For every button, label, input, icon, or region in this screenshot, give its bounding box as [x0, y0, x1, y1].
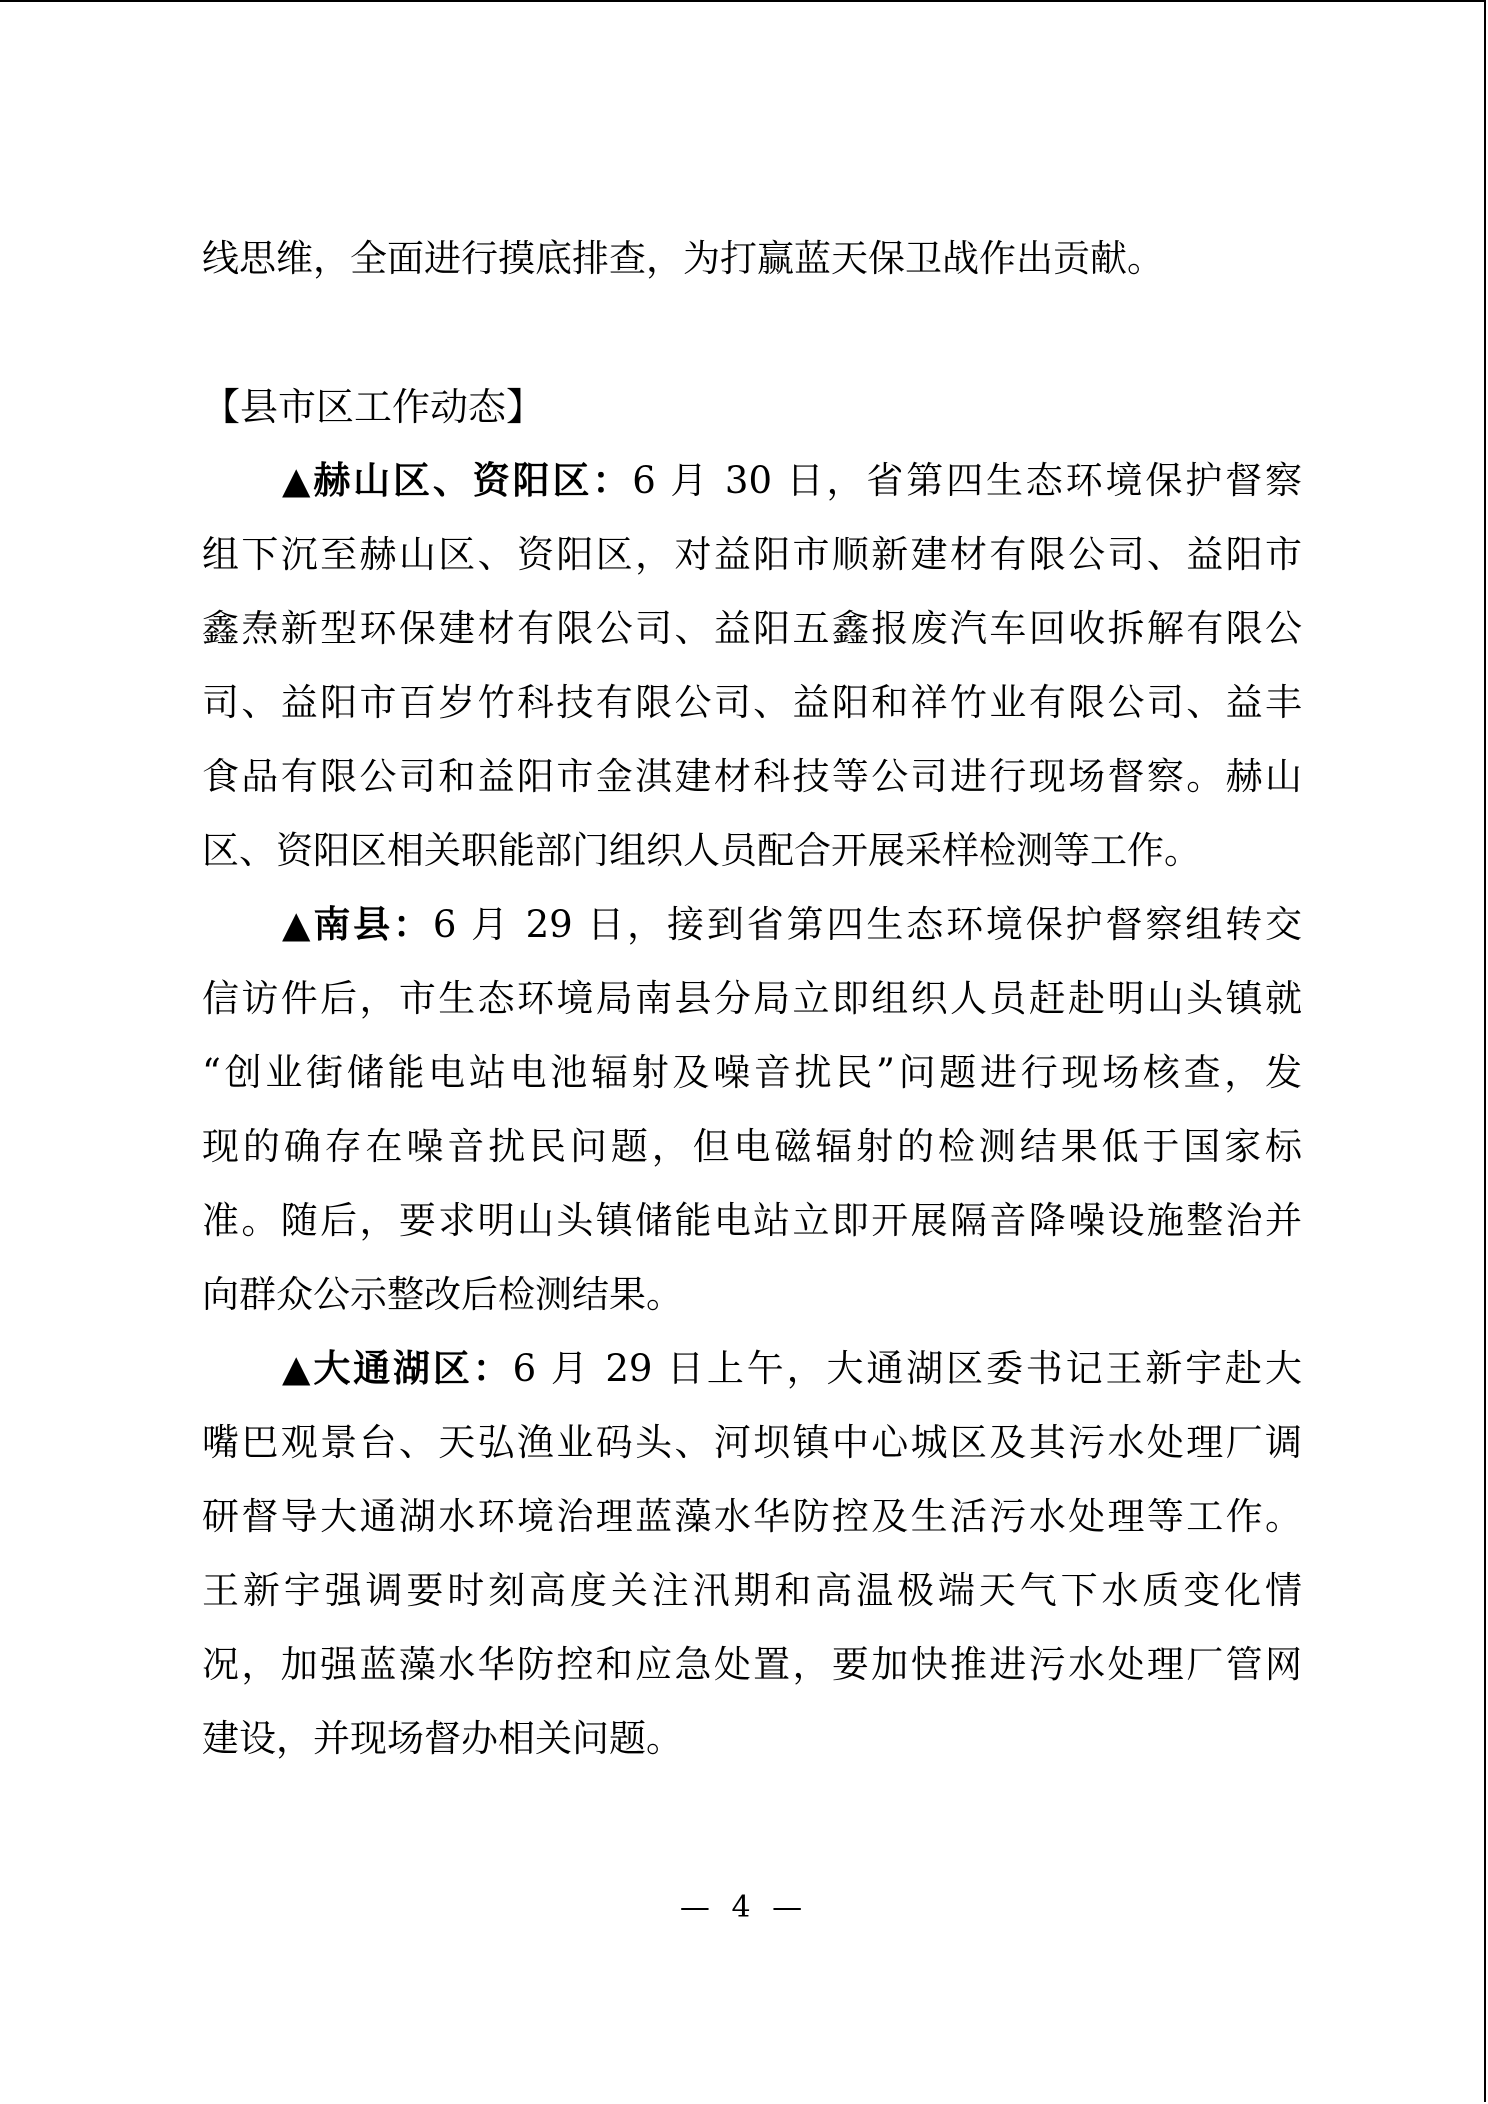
news-item-datonghu — [202, 1332, 1302, 1776]
paragraph-line: 信访件后，市生态环境局南县分局立即组织人员赶赴明山头镇就 — [202, 977, 1302, 1020]
item-lead: ▲南县： — [282, 903, 433, 946]
section-title: 【县市区工作动态】 — [202, 385, 545, 429]
paragraph-line — [202, 444, 1302, 518]
paragraph-line: “创业街储能电站电池辐射及噪音扰民”问题进行现场核查，发 — [202, 1051, 1302, 1094]
paragraph-text: 6 月 29 日，接到省第四生态环境保护督察组转交 — [432, 903, 1302, 946]
news-item-nanxian — [202, 888, 1302, 1332]
paragraph-line: 向群众公示整改后检测结果。 — [202, 1273, 683, 1316]
item-lead: ▲赫山区、资阳区： — [282, 459, 633, 502]
paragraph-line — [202, 1332, 1302, 1406]
news-item-heshan-ziyang — [202, 444, 1302, 888]
document-body — [202, 222, 1302, 1776]
paragraph-line: 司、益阳市百岁竹科技有限公司、益阳和祥竹业有限公司、益丰 — [202, 681, 1302, 724]
paragraph-line: 准。随后，要求明山头镇储能电站立即开展隔音降噪设施整治并 — [202, 1199, 1302, 1242]
item-lead: ▲大通湖区： — [282, 1347, 513, 1390]
paragraph-line: 王新宇强调要时刻高度关注汛期和高温极端天气下水质变化情 — [202, 1569, 1302, 1612]
paragraph-line — [202, 888, 1302, 962]
paragraph-line: 况，加强蓝藻水华防控和应急处置，要加快推进污水处理厂管网 — [202, 1643, 1302, 1686]
paragraph-line: 食品有限公司和益阳市金淇建材科技等公司进行现场督察。赫山 — [202, 755, 1302, 798]
paragraph-line: 嘴巴观景台、天弘渔业码头、河坝镇中心城区及其污水处理厂调 — [202, 1421, 1302, 1464]
paragraph-line: 鑫焘新型环保建材有限公司、益阳五鑫报废汽车回收拆解有限公 — [202, 607, 1302, 650]
paragraph-text: 6 月 29 日上午，大通湖区委书记王新宇赴大 — [512, 1347, 1302, 1390]
paragraph-text: 6 月 30 日，省第四生态环境保护督察 — [632, 459, 1302, 502]
paragraph-line: 现的确存在噪音扰民问题，但电磁辐射的检测结果低于国家标 — [202, 1125, 1302, 1168]
paragraph-line: 区、资阳区相关职能部门组织人员配合开展采样检测等工作。 — [202, 829, 1201, 872]
paragraph-line: 组下沉至赫山区、资阳区，对益阳市顺新建材有限公司、益阳市 — [202, 533, 1302, 576]
paragraph-line: 建设，并现场督办相关问题。 — [202, 1717, 683, 1760]
intro-line: 线思维，全面进行摸底排查，为打赢蓝天保卫战作出贡献。 — [202, 237, 1164, 280]
paragraph-line: 研督导大通湖水环境治理蓝藻水华防控及生活污水处理等工作。 — [202, 1495, 1302, 1538]
page-number: — 4 — — [679, 1890, 809, 1925]
